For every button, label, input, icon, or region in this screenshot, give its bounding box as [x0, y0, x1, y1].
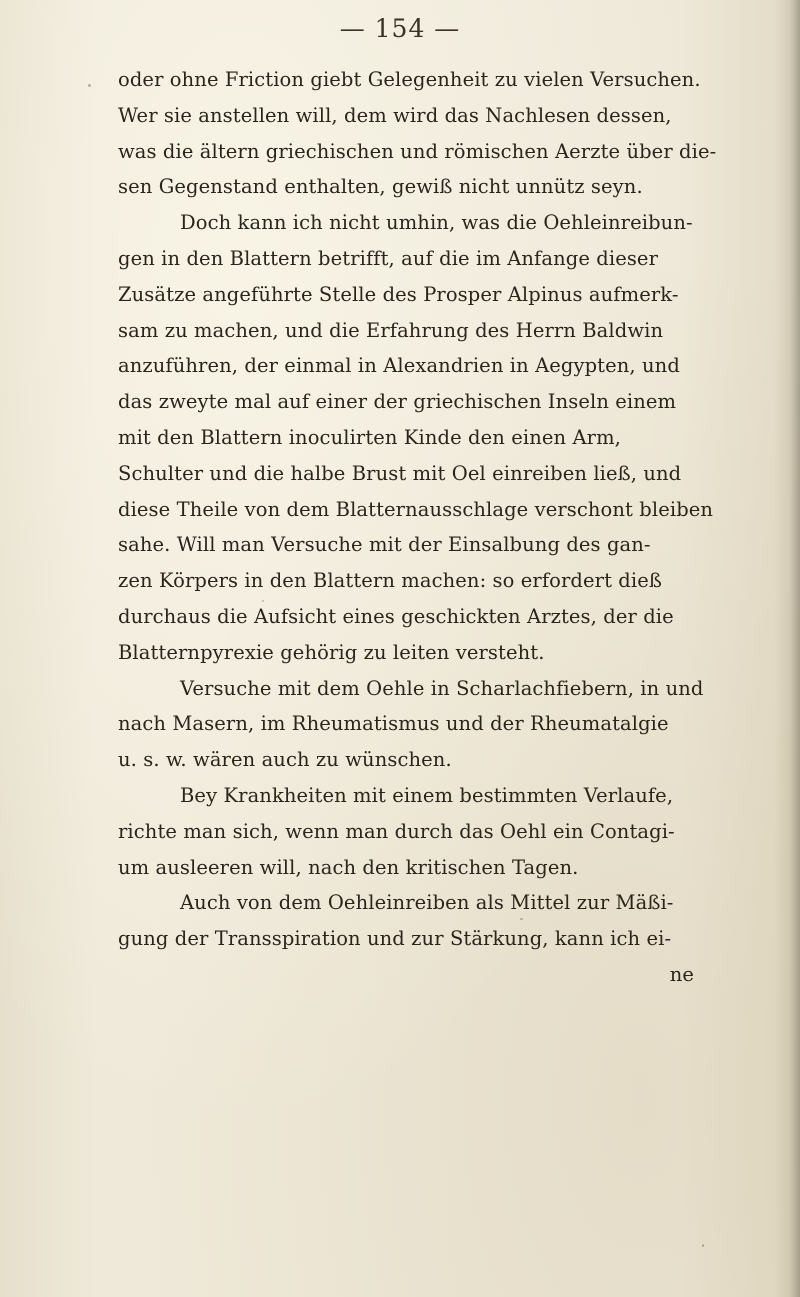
text-line: diese Theile von dem Blatternausschlage verschont bleiben	[118, 497, 714, 521]
text-line: Blatternpyrexie gehörig zu leiten versteht.	[118, 640, 545, 664]
paper-speck	[702, 1244, 704, 1247]
text-line: mit den Blattern inoculirten Kinde den einen Arm,	[118, 425, 621, 449]
text-line: Auch von dem Oehleinreiben als Mittel zur Mäßi-	[180, 891, 674, 915]
text-line: oder ohne Friction giebt Gelegenheit zu vielen Versuchen.	[118, 68, 701, 91]
text-line: gen in den Blattern betrifft, auf die im Anfange dieser	[118, 246, 658, 270]
text-line: Versuche mit dem Oehle in Scharlachfiebern, in und	[180, 676, 704, 700]
text-line: nach Masern, im Rheumatismus und der Rheumatalgie	[118, 712, 669, 736]
text-line: Schulter und die halbe Brust mit Oel einreiben ließ, und	[118, 461, 682, 485]
text-line: was die ältern griechischen und römischen Aerzte über die-	[118, 139, 717, 163]
text-line: Doch kann ich nicht umhin, was die Oehleinreibun-	[180, 211, 693, 235]
text-line: sam zu machen, und die Erfahrung des Herrn Baldwin	[118, 318, 664, 342]
page-number-header: — 154 —	[339, 14, 461, 43]
text-line: Wer sie anstellen will, dem wird das Nachlesen dessen,	[118, 103, 672, 127]
text-line: sen Gegenstand enthalten, gewiß nicht unnütz seyn.	[118, 175, 643, 199]
text-line: sahe. Will man Versuche mit der Einsalbung des gan-	[118, 533, 651, 557]
text-line: gung der Transspiration und zur Stärkung, kann ich ei-	[118, 927, 672, 951]
text-line: u. s. w. wären auch zu wünschen.	[118, 748, 452, 772]
paper-speck	[88, 84, 91, 87]
paper-speck	[262, 600, 264, 602]
text-line: durchaus die Aufsicht eines geschickten Arztes, der die	[118, 604, 674, 628]
text-line: das zweyte mal auf einer der griechischen Inseln einem	[118, 390, 677, 414]
text-line: anzuführen, der einmal in Alexandrien in Aegypten, und	[118, 354, 680, 378]
text-line: Zusätze angeführte Stelle des Prosper Alpinus aufmerk-	[118, 282, 679, 306]
page-edge-shadow	[774, 0, 800, 1297]
body-text	[118, 62, 766, 993]
paper-speck	[520, 918, 523, 920]
text-line: um ausleeren will, nach den kritischen Tagen.	[118, 855, 579, 879]
catchword: ne	[669, 962, 694, 986]
text-line: richte man sich, wenn man durch das Oehl ein Contagi-	[118, 819, 675, 843]
text-line: zen Körpers in den Blattern machen: so erfordert dieß	[118, 569, 662, 593]
text-line: Bey Krankheiten mit einem bestimmten Verlaufe,	[180, 783, 674, 807]
